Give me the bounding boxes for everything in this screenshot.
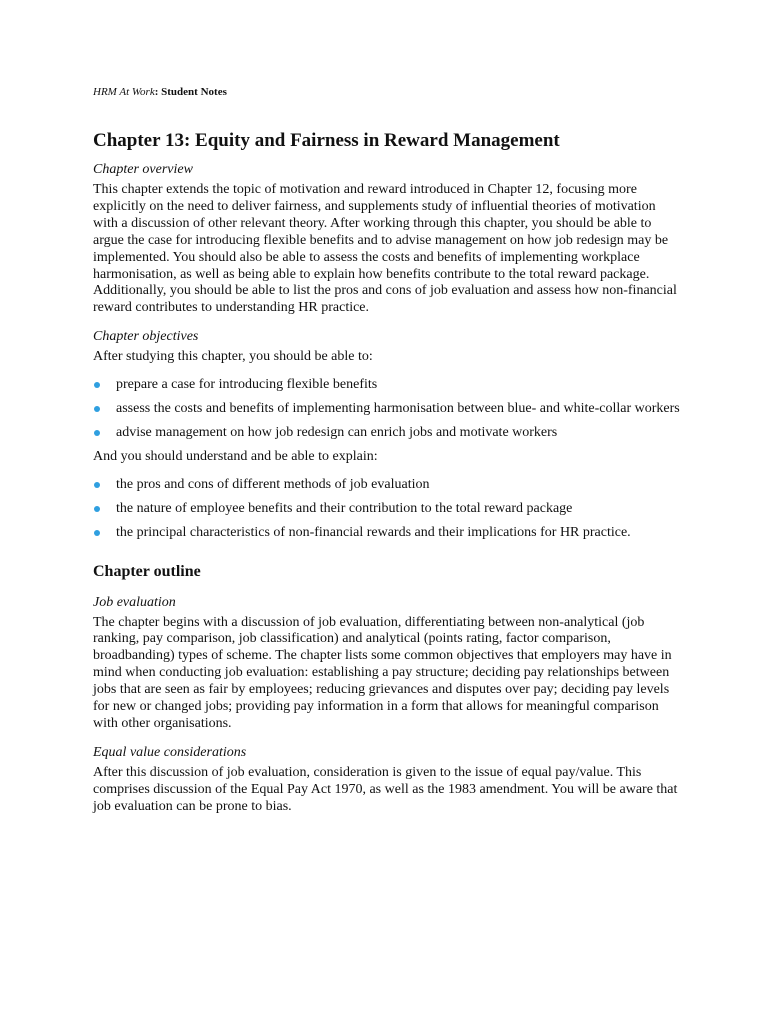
bullet-icon [94, 382, 100, 388]
chapter-title: Chapter 13: Equity and Fairness in Reward Management [93, 130, 560, 151]
list-item [93, 477, 683, 494]
list-item [93, 377, 683, 394]
equal-value-heading: Equal value considerations [93, 744, 247, 760]
understand-list [93, 477, 683, 542]
list-item [93, 501, 683, 518]
header-title: HRM At Work [93, 86, 155, 98]
list-item-text: advise management on how job redesign can enrich jobs and motivate workers [116, 424, 558, 440]
running-header [93, 84, 683, 100]
able-list [93, 377, 683, 442]
header-subtitle: Student Notes [158, 86, 227, 98]
bullet-icon [94, 482, 100, 488]
list-item-text: prepare a case for introducing flexible benefits [116, 377, 378, 393]
list-item-text: the pros and cons of different methods of job evaluation [116, 476, 430, 492]
equal-value-text: After this discussion of job evaluation, consideration is given to the issue of equal pay/value. This comprises discussion of the Equal Pay Act 1970, as well as the 1983 amendment. You will be aware that job evaluation can be prone to bias. [93, 764, 678, 814]
list-item-text: the principal characteristics of non-financial rewards and their implications for HR practice. [116, 524, 631, 540]
header-separator: : [154, 86, 159, 98]
document-page [93, 84, 683, 827]
bullet-icon [94, 430, 100, 436]
list-item-text: assess the costs and benefits of implementing harmonisation between blue- and white-collar workers [116, 401, 680, 417]
list-item-text: the nature of employee benefits and their contribution to the total reward package [116, 500, 573, 516]
understand-intro: And you should understand and be able to explain: [93, 448, 378, 464]
bullet-icon [94, 506, 100, 512]
list-item [93, 425, 683, 442]
objectives-heading: Chapter objectives [93, 329, 199, 345]
overview-text: This chapter extends the topic of motivation and reward introduced in Chapter 12, focusing more explicitly on the need to deliver fairness, and supplements study of influential theories of motivation with a discussion of other relevant theory. After working through this chapter, you should be able to argue the case for introducing flexible benefits and to advise management on how job redesign may be implemented. You should also be able to assess the costs and benefits of implementing workplace harmonisation, as well as being able to explain how benefits contribute to the total reward package. Additionally, you should be able to list the pros and cons of job evaluation and assess how non-financial reward contributes to understanding HR practice. [93, 182, 677, 316]
overview-heading: Chapter overview [93, 162, 193, 177]
job-evaluation-text: The chapter begins with a discussion of job evaluation, differentiating between non-analytical (job ranking, pay comparison, job classification) and analytical (points rating, factor comparison, broadbanding) types of scheme. The chapter lists some common objectives that employers may have in mind when conducting job evaluation: establishing a pay structure; deciding pay relationships between jobs that are seen as fair by employees; reducing grievances and disputes over pay; deciding pay levels for new or changed jobs; providing pay information in a form that allows for meaningful comparison with other organisations. [93, 614, 672, 731]
outline-heading: Chapter outline [93, 562, 201, 580]
job-evaluation-heading: Job evaluation [93, 594, 176, 610]
objectives-intro: After studying this chapter, you should be able to: [93, 349, 373, 365]
list-item [93, 525, 683, 542]
bullet-icon [94, 406, 100, 412]
list-item [93, 401, 683, 418]
bullet-icon [94, 530, 100, 536]
